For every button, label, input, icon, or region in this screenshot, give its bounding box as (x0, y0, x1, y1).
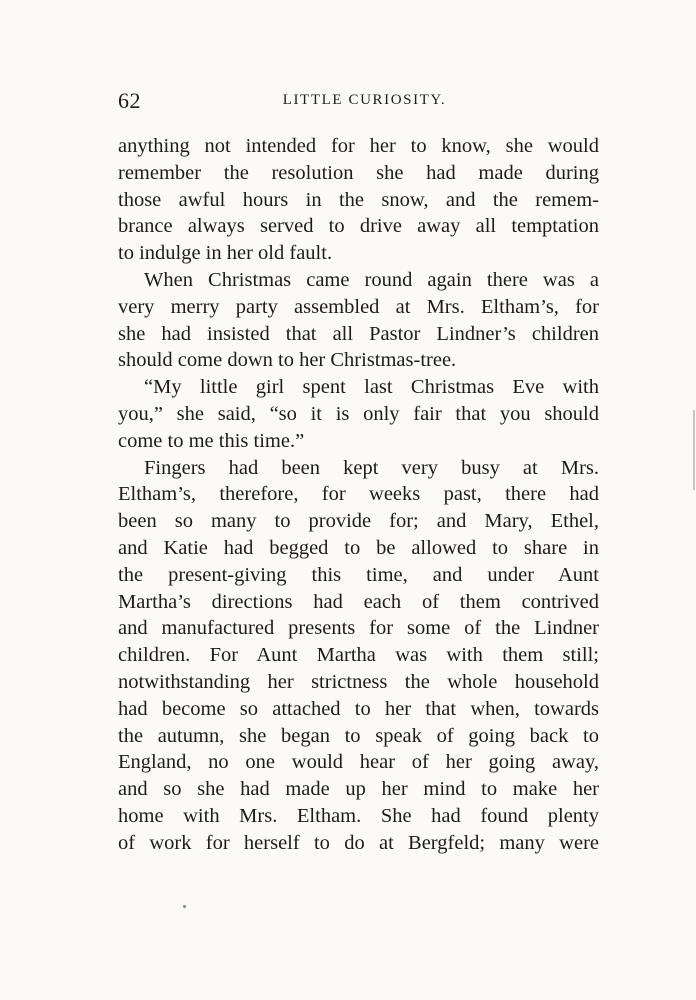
text-line: Eltham’s, therefore, for weeks past, there had (118, 483, 599, 506)
text-line: and manufactured presents for some of the Lindner (118, 617, 599, 640)
text-line: you,” she said, “so it is only fair that you should (118, 402, 599, 425)
body-text (118, 133, 599, 857)
text-line: notwithstanding her strictness the whole household (118, 670, 599, 693)
running-head (118, 88, 599, 118)
text-line: and so she had made up her mind to make her (118, 778, 599, 801)
text-line: been so many to provide for; and Mary, Ethel, (118, 510, 599, 533)
text-line: and Katie had begged to be allowed to share in (118, 536, 599, 559)
text-line: the present-giving this time, and under Aunt (118, 563, 599, 586)
ink-speck (183, 905, 186, 908)
text-line: to indulge in her old fault. (118, 242, 333, 265)
text-line: “My little girl spent last Christmas Eve with (144, 376, 599, 399)
running-title: LITTLE CURIOSITY. (282, 92, 447, 108)
text-line: of work for herself to do at Bergfeld; many were (118, 831, 599, 854)
text-line: those awful hours in the snow, and the remem- (118, 188, 599, 211)
text-line: When Christmas came round again there was a (144, 268, 599, 291)
text-line: Martha’s directions had each of them contrived (118, 590, 599, 613)
text-line: should come down to her Christmas-tree. (118, 349, 457, 372)
page-number: 62 (118, 88, 141, 113)
text-line: brance always served to drive away all temptation (118, 215, 599, 238)
text-line: home with Mrs. Eltham. She had found plenty (118, 804, 599, 827)
text-line: she had insisted that all Pastor Lindner’s children (118, 322, 599, 345)
text-line: remember the resolution she had made during (118, 161, 599, 184)
text-line: Fingers had been kept very busy at Mrs. (144, 456, 599, 479)
text-line: very merry party assembled at Mrs. Eltham’s, for (118, 295, 599, 318)
text-line: children. For Aunt Martha was with them still; (118, 644, 599, 667)
text-line: had become so attached to her that when, towards (118, 697, 599, 720)
text-line: anything not intended for her to know, she would (118, 135, 599, 157)
page-edge-shadow (693, 410, 695, 490)
text-line: the autumn, she began to speak of going back to (118, 724, 599, 747)
text-line: come to me this time.” (118, 429, 305, 452)
text-line: England, no one would hear of her going away, (118, 751, 599, 774)
